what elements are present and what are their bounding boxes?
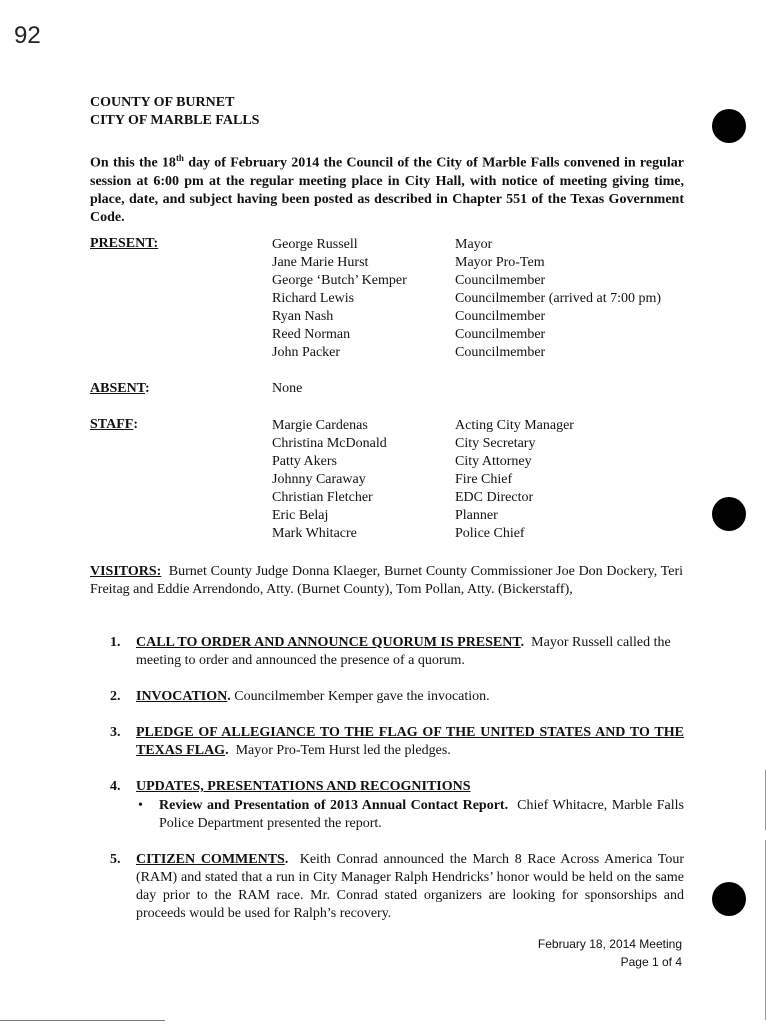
present-name: Richard Lewis xyxy=(272,291,355,306)
staff-name: Johnny Caraway xyxy=(272,472,366,487)
present-title: Councilmember xyxy=(455,345,546,360)
city-heading: CITY OF MARBLE FALLS xyxy=(90,113,260,128)
absent-label xyxy=(90,381,150,397)
agenda-item-4-bullet xyxy=(138,797,684,833)
document-header xyxy=(90,94,259,130)
agenda-item-2: 2. INVOCATION. Councilmember Kemper gave the invocation. xyxy=(110,689,490,704)
item-text: Councilmember Kemper gave the invocation. xyxy=(234,689,490,704)
intro-text-start: On this the 18 xyxy=(90,155,176,171)
staff-name: Margie Cardenas xyxy=(272,418,368,433)
agenda-item-5: 5. CITIZEN COMMENTS. Keith Conrad announced the March 8 Race Across America Tour (RAM) and stated that a run in City Manager Ralph Hendricks’ honor would be held on the same day prior to the RAM race. Mr. Conrad stated organizers are looking for sponsorships and proceeds would be used for Ralph’s recovery. xyxy=(110,852,684,921)
intro-text-rest: day of February 2014 the Council of the City of Marble Falls convened in regular session at 6:00 pm at the regular meeting place in City Hall, with notice of meeting giving time, place, date, and subject having been posted as described in Chapter 551 of the Texas Government Code. xyxy=(90,155,685,225)
item-number: 1. xyxy=(110,635,121,650)
present-title: Mayor Pro-Tem xyxy=(455,255,545,270)
absent-colon: : xyxy=(144,381,150,396)
present-titles xyxy=(455,236,661,362)
absent-value: None xyxy=(272,381,303,396)
footer-meeting-date: February 18, 2014 Meeting xyxy=(537,937,682,951)
staff-label-text: STAFF xyxy=(90,417,134,432)
staff-name: Christina McDonald xyxy=(272,436,387,451)
staff-title: City Attorney xyxy=(455,454,532,469)
agenda-item-4 xyxy=(110,778,684,796)
item-heading: INVOCATION xyxy=(136,689,228,704)
intro-paragraph xyxy=(90,149,684,227)
footer-page-count: Page 1 of 4 xyxy=(620,955,682,969)
bullet-icon: • xyxy=(138,798,143,813)
scan-edge-line xyxy=(765,770,766,830)
staff-label xyxy=(90,417,138,433)
visitors-text: Burnet County Judge Donna Klaeger, Burnet County Commissioner Joe Don Dockery, Teri Freitag and Eddie Arrendondo, Atty. (Burnet County), Tom Pollan, Atty. (Bickerstaff), xyxy=(90,564,684,597)
bullet-heading: Review and Presentation of 2013 Annual Contact Report. xyxy=(159,798,509,813)
bullet-text: Chief Whitacre, Marble Falls Police Department presented the report. xyxy=(159,798,684,831)
present-label: PRESENT: xyxy=(90,236,159,251)
present-name: Jane Marie Hurst xyxy=(272,255,369,270)
staff-title: Acting City Manager xyxy=(455,418,574,433)
present-title: Mayor xyxy=(455,237,493,252)
item-number: 3. xyxy=(110,725,121,740)
staff-name: Eric Belaj xyxy=(272,508,329,523)
present-title: Councilmember xyxy=(455,273,546,288)
item-number: 2. xyxy=(110,689,121,704)
item-number: 5. xyxy=(110,852,121,867)
visitors-label: VISITORS: xyxy=(90,564,162,579)
staff-name: Patty Akers xyxy=(272,454,337,469)
staff-colon: : xyxy=(133,417,138,432)
punch-hole-bottom xyxy=(712,882,746,916)
present-name: George ‘Butch’ Kemper xyxy=(272,273,407,288)
present-name: George Russell xyxy=(272,237,358,252)
item-text: Keith Conrad announced the March 8 Race Across America Tour (RAM) and stated that a run in City Manager Ralph Hendricks’ honor would be held on the same day prior to the RAM race. Mr. Conrad stated organizers are looking for sponsorships and proceeds would be used for Ralph’s recovery. xyxy=(136,852,684,921)
item-heading: PLEDGE OF ALLEGIANCE TO THE FLAG OF THE UNITED STATES AND TO THE TEXAS FLAG xyxy=(136,725,684,758)
visitors-paragraph xyxy=(90,563,683,599)
present-title: Councilmember xyxy=(455,327,546,342)
agenda-item-3: 3. PLEDGE OF ALLEGIANCE TO THE FLAG OF THE UNITED STATES AND TO THE TEXAS FLAG. Mayor Pro-Tem Hurst led the pledges. xyxy=(110,725,684,758)
staff-titles xyxy=(455,417,574,543)
present-title: Councilmember xyxy=(455,309,546,324)
absent-label-text: ABSENT xyxy=(90,381,145,396)
present-names xyxy=(272,236,407,362)
present-name: Ryan Nash xyxy=(272,309,334,324)
item-number: 4. xyxy=(110,779,121,794)
county-heading: COUNTY OF BURNET xyxy=(90,95,235,110)
present-name: John Packer xyxy=(272,345,341,360)
item-heading: CITIZEN COMMENTS xyxy=(136,852,285,867)
staff-title: City Secretary xyxy=(455,436,536,451)
item-heading: CALL TO ORDER AND ANNOUNCE QUORUM IS PRESENT xyxy=(136,635,521,650)
staff-title: Fire Chief xyxy=(455,472,513,487)
punch-hole-top xyxy=(712,109,746,143)
staff-title: EDC Director xyxy=(455,490,534,505)
item-text: Mayor Russell called the meeting to order and announced the presence of a quorum. xyxy=(136,635,671,668)
staff-title: Planner xyxy=(455,508,498,523)
staff-names xyxy=(272,417,387,543)
staff-name: Christian Fletcher xyxy=(272,490,373,505)
scan-bottom-rule xyxy=(0,1020,165,1021)
item-heading: UPDATES, PRESENTATIONS AND RECOGNITIONS xyxy=(136,779,471,794)
page-footer xyxy=(538,935,682,971)
intro-superscript: th xyxy=(175,153,184,163)
present-title: Councilmember (arrived at 7:00 pm) xyxy=(455,291,662,306)
staff-title: Police Chief xyxy=(455,526,525,541)
punch-hole-middle xyxy=(712,497,746,531)
present-name: Reed Norman xyxy=(272,327,351,342)
scan-edge-line xyxy=(765,840,766,1020)
staff-name: Mark Whitacre xyxy=(272,526,357,541)
agenda-item-1: 1. CALL TO ORDER AND ANNOUNCE QUORUM IS PRESENT. Mayor Russell called the meeting to order and announced the presence of a quorum. xyxy=(110,635,671,668)
item-text: Mayor Pro-Tem Hurst led the pledges. xyxy=(235,743,451,758)
page-number: 92 xyxy=(14,22,41,49)
